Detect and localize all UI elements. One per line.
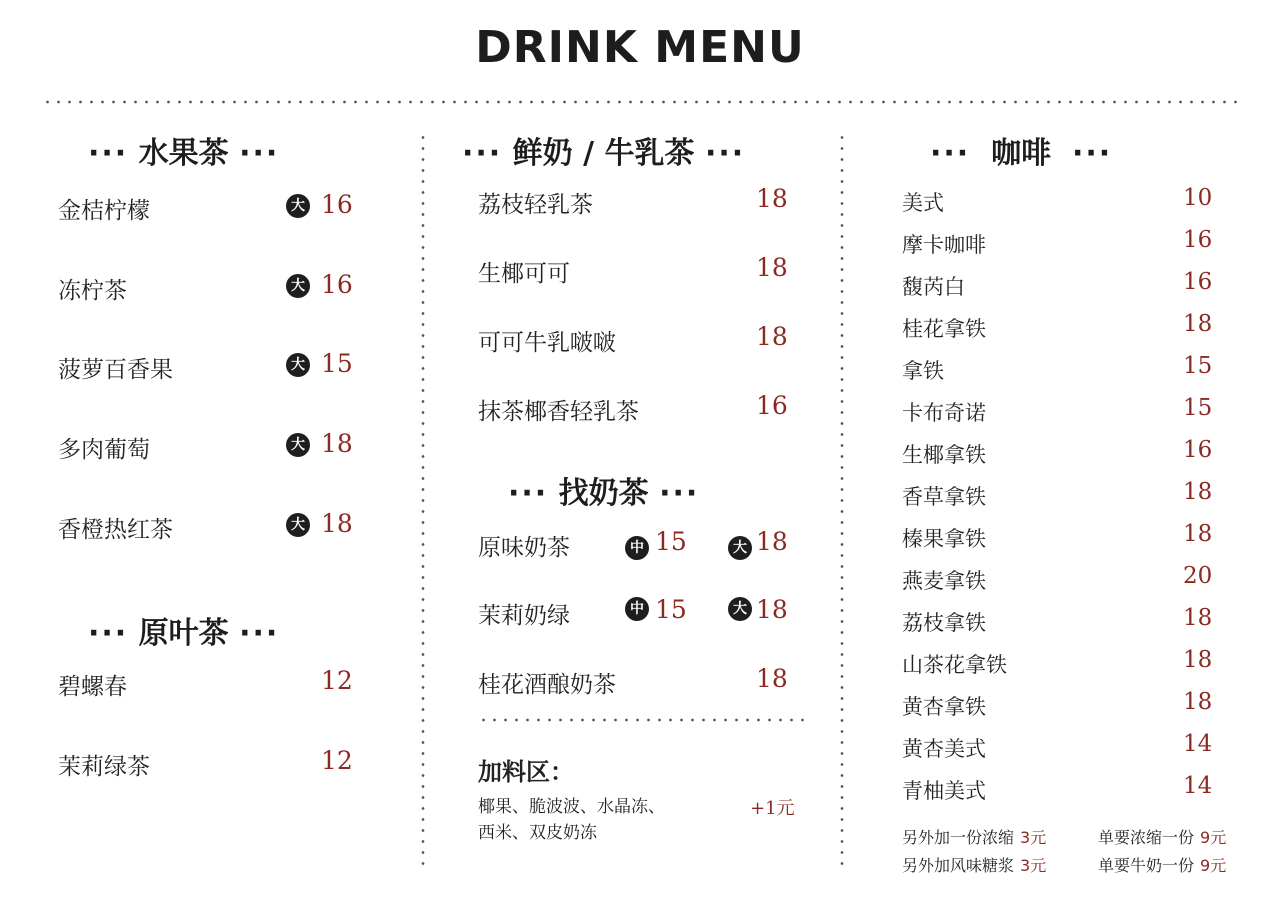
extra-note (902, 853, 1046, 876)
item-price: 18 (1183, 311, 1213, 337)
item-name: 山茶花拿铁 (902, 653, 1007, 677)
item-name: 摩卡咖啡 (902, 233, 986, 257)
item-name: 青柚美式 (902, 779, 986, 803)
column-divider-2 (840, 132, 844, 867)
menu-item (902, 733, 1222, 773)
menu-item (478, 666, 798, 706)
menu-item (902, 271, 1222, 311)
toppings-list (478, 794, 728, 846)
toppings-title: 加料区： (478, 758, 574, 786)
item-price: 16 (1183, 269, 1213, 295)
item-name: 黄杏拿铁 (902, 695, 986, 719)
item-price: 15 (1183, 395, 1213, 421)
item-name: 茉莉绿茶 (58, 754, 150, 780)
menu-item (478, 186, 798, 226)
item-price-large: 18 (756, 595, 788, 624)
menu-item (902, 397, 1222, 437)
item-price-medium: 15 (655, 595, 687, 624)
item-price: 12 (321, 746, 353, 775)
size-medium-badge: 中 (625, 597, 649, 621)
menu-item (478, 597, 798, 637)
item-price: 18 (1183, 647, 1213, 673)
item-price: 14 (1183, 731, 1213, 757)
menu-item (58, 748, 358, 788)
menu-item (58, 192, 358, 232)
item-name: 桂花酒酿奶茶 (478, 672, 616, 698)
toppings-line-1: 椰果、脆波波、水晶冻、 (478, 797, 665, 817)
item-name: 生椰拿铁 (902, 443, 986, 467)
item-price: 16 (321, 190, 353, 219)
menu-item (58, 351, 358, 391)
item-price: 16 (756, 391, 788, 420)
menu-item (902, 187, 1222, 227)
toppings-divider (478, 718, 808, 722)
menu-item (902, 439, 1222, 479)
item-price: 14 (1183, 773, 1213, 799)
item-name: 荔枝拿铁 (902, 611, 986, 635)
item-price: 18 (756, 184, 788, 213)
item-price: 18 (1183, 605, 1213, 631)
menu-item (478, 324, 798, 364)
section-title-coffee: ··· 咖啡 ··· (930, 136, 1113, 171)
item-name: 卡布奇诺 (902, 401, 986, 425)
item-price: 18 (756, 253, 788, 282)
menu-item (902, 607, 1222, 647)
section-title-fresh-milk: ··· 鲜奶 / 牛乳茶 ··· (462, 136, 746, 171)
size-medium-badge: 中 (625, 536, 649, 560)
menu-item (902, 313, 1222, 353)
section-title-milk-tea: ··· 找奶茶 ··· (508, 476, 700, 511)
item-name: 冻柠茶 (58, 278, 127, 304)
menu-item (478, 529, 798, 569)
item-price: 18 (756, 664, 788, 693)
toppings-line-2: 西米、双皮奶冻 (478, 823, 597, 843)
item-name: 菠萝百香果 (58, 357, 173, 383)
column-divider-1 (421, 132, 425, 867)
menu-item (58, 272, 358, 312)
item-price: 18 (1183, 521, 1213, 547)
item-name: 金桔柠檬 (58, 198, 150, 224)
item-price: 18 (1183, 479, 1213, 505)
item-name: 茉莉奶绿 (478, 603, 570, 629)
item-price: 12 (321, 666, 353, 695)
menu-item (478, 393, 798, 433)
extra-note (1098, 853, 1226, 876)
extra-note (902, 825, 1046, 848)
section-title-leaf-tea: ··· 原叶茶 ··· (88, 616, 280, 651)
menu-item (58, 511, 358, 551)
menu-item (902, 649, 1222, 689)
size-large-badge: 大 (286, 513, 310, 537)
size-large-badge: 大 (728, 536, 752, 560)
menu-item (58, 668, 358, 708)
item-price: 18 (1183, 689, 1213, 715)
menu-item (902, 355, 1222, 395)
note-label: 另外加一份浓缩 (902, 828, 1015, 847)
item-name: 榛果拿铁 (902, 527, 986, 551)
note-price: 9元 (1200, 828, 1227, 847)
item-price: 16 (321, 270, 353, 299)
item-name: 美式 (902, 191, 944, 215)
menu-item (902, 565, 1222, 605)
item-price: 15 (1183, 353, 1213, 379)
menu-item (902, 523, 1222, 563)
item-name: 多肉葡萄 (58, 437, 150, 463)
size-large-badge: 大 (286, 194, 310, 218)
item-price: 18 (756, 322, 788, 351)
item-price: 18 (321, 429, 353, 458)
size-large-badge: 大 (286, 433, 310, 457)
item-price: 20 (1183, 563, 1213, 589)
size-large-badge: 大 (728, 597, 752, 621)
item-price: 10 (1183, 185, 1213, 211)
menu-title: DRINK MENU (475, 22, 805, 73)
note-label: 单要牛奶一份 (1098, 856, 1195, 875)
menu-item (58, 431, 358, 471)
item-name: 燕麦拿铁 (902, 569, 986, 593)
item-name: 香橙热红茶 (58, 517, 173, 543)
top-dotted-divider (42, 100, 1242, 104)
note-price: 9元 (1200, 856, 1227, 875)
item-name: 拿铁 (902, 359, 944, 383)
item-price: 18 (321, 509, 353, 538)
menu-item (902, 481, 1222, 521)
size-large-badge: 大 (286, 353, 310, 377)
item-name: 可可牛乳啵啵 (478, 330, 616, 356)
item-name: 生椰可可 (478, 261, 570, 287)
item-price-medium: 15 (655, 527, 687, 556)
item-price: 15 (321, 349, 353, 378)
item-name: 桂花拿铁 (902, 317, 986, 341)
size-large-badge: 大 (286, 274, 310, 298)
item-name: 抹茶椰香轻乳茶 (478, 399, 639, 425)
item-price: 16 (1183, 227, 1213, 253)
item-price: 16 (1183, 437, 1213, 463)
item-price-large: 18 (756, 527, 788, 556)
note-label: 另外加风味糖浆 (902, 856, 1015, 875)
item-name: 黄杏美式 (902, 737, 986, 761)
item-name: 原味奶茶 (478, 535, 570, 561)
item-name: 香草拿铁 (902, 485, 986, 509)
note-label: 单要浓缩一份 (1098, 828, 1195, 847)
menu-item (478, 255, 798, 295)
note-price: 3元 (1020, 828, 1047, 847)
item-name: 碧螺春 (58, 674, 127, 700)
menu-item (902, 229, 1222, 269)
item-name: 馥芮白 (902, 275, 965, 299)
toppings-price: +1元 (750, 798, 795, 819)
menu-item (902, 775, 1222, 815)
item-name: 荔枝轻乳茶 (478, 192, 593, 218)
section-title-fruit-tea: ··· 水果茶 ··· (88, 136, 280, 171)
extra-note (1098, 825, 1226, 848)
menu-item (902, 691, 1222, 731)
note-price: 3元 (1020, 856, 1047, 875)
